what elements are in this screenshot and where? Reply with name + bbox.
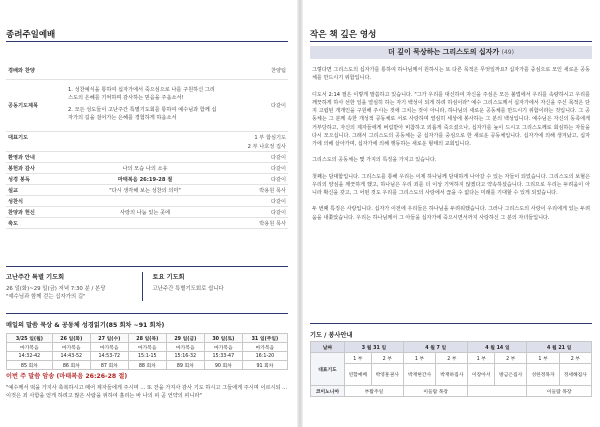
table-cell <box>468 386 527 397</box>
table-cell: 마가복음 <box>204 343 242 352</box>
table-cell: 16:1-20 <box>242 352 287 361</box>
table-row <box>311 342 592 353</box>
table-row <box>311 353 592 364</box>
table-cell: 14:43-52 <box>52 352 90 361</box>
table-cell: 이장아서 <box>468 364 495 386</box>
table-cell: 29 일(금) <box>166 334 204 343</box>
table-cell: 날짜 <box>311 342 345 353</box>
article-body <box>312 66 590 230</box>
table-cell: 2 부 <box>371 353 403 364</box>
worship-leader: 다같이 <box>270 103 286 109</box>
worship-row <box>6 132 288 142</box>
article-paragraph: 디도서 2:14 절은 이렇게 말씀하고 있습니다. "그가 우리를 대신하여 자신을 주심은 모든 불법에서 우리를 속량하시고 우리를 깨끗하게 하사 선한 일을 열심히 하는 자기 백성이 되게 하려 하심이라" 예수 그리스도께서 십자가에서 자신을 주신 목적은 단지 고립된 개개인을 구원해 주시는 것에 그치는 것이 아니라, 하나님의 새로운 공동체를 만드시기 위함이라는 것입니다. 그 공동체는 그 분께 속한 개성적 공동체로 서로 사랑하며 열심히 세상에 봉사하는 그 분의 백성입니다. 예수님은 자신의 동족에게 거부당하고, 자신의 제자들에게 버림받아 비참하고 외롭게 죽으셨으나, 십자가를 높이 드시고 그리스도께로 회심하는 자들을 다시 모으십니다. 그래서 그리스도의 공동체는 곧 십자가를 중심으로 한 새로운 공동체입니다. 십자가에 의해 생겨났고, 십자가에 의해 살아가며, 십자가에 의해 행동하는 새로운 형태의 교회입니다. <box>312 91 590 147</box>
notice-text: "예수님과 함께 걷는 십자가의 길" <box>6 294 86 300</box>
table-cell: 2 부 <box>559 353 591 364</box>
article-title-bar <box>310 46 592 59</box>
article-paragraph: 그리스도의 공동체는 몇 가지의 특징을 가지고 있습니다. <box>312 157 437 164</box>
table-cell: 방금은집사 <box>495 364 527 386</box>
table-cell: 1 부 <box>527 353 559 364</box>
table-cell: 90 회차 <box>204 361 242 370</box>
table-cell: 마가복음 <box>52 343 90 352</box>
worship-row <box>6 62 288 80</box>
worship-label: 경배와 찬양 <box>8 68 35 74</box>
memory-verse-text: "예수께서 떡을 가지사 축복하시고 떼어 제자들에게 주시며 … 또 잔을 가지사 감사 기도 하시고 그들에게 주시며 이르시되 … 이것은 죄 사함을 얻게 하려고 많은 사람을 위하여 흘리는 바 나의 피 곧 언약의 피니라" <box>6 385 288 400</box>
worship-label: 설교 <box>8 187 19 194</box>
worship-row <box>6 207 288 218</box>
notice-heading: 토요 기도회 <box>152 274 185 281</box>
worship-label: 봉헌과 감사 <box>8 165 35 172</box>
article-paragraph: 두 번째 특징은 사랑입니다. 십자가 이전에 우리들은 하나님을 두려워했습니다. 그러나 그리스도의 사랑이 우리에게 있는 두려움을 내쫓았습니다. 우리는 하나님께서 그 아들을 십자가에 죽으시면서까지 사랑하신 그 분의 자녀들입니다. <box>312 206 590 221</box>
table-cell: 30 일(토) <box>204 334 242 343</box>
column-title: 작은 책 깊은 영성 <box>310 30 377 40</box>
table-cell: 3 월 31 일 <box>345 342 404 353</box>
title-divider <box>310 41 592 42</box>
reading-plan-table <box>6 333 288 370</box>
table-row <box>7 361 288 370</box>
table-cell: 31 일(주일) <box>242 334 287 343</box>
worship-leader: 박용원 목사 <box>259 187 286 194</box>
table-cell: 이들람 목장 <box>527 386 592 397</box>
worship-label: 대표기도 <box>8 134 29 141</box>
table-cell: 14:32-42 <box>7 352 53 361</box>
worship-row <box>6 142 288 152</box>
table-row <box>311 364 592 386</box>
title-divider <box>6 41 288 42</box>
table-cell: 88 회차 <box>128 361 166 370</box>
reading-plan-title: 매일의 말씀 묵상 & 공동체 성경읽기(85 회차 ~91 회차) <box>6 322 165 329</box>
table-cell: 91 회차 <box>242 361 287 370</box>
table-cell: 27 일(수) <box>90 334 128 343</box>
page-title: 종려주일예배 <box>6 30 56 40</box>
worship-label: 환영과 안내 <box>8 154 35 161</box>
prayer-text: 모든 성도들이 고난주간 특별기도회를 통하여 예수님과 함께 십자가의 길을 걸어가는 은혜를 경험하게 하옵소서 <box>68 106 217 121</box>
article-paragraph: 그렇다면 그리스도의 십자가를 통하여 하나님께서 원하시는 또 다른 목적은 무엇일까요? 십자가를 중심으로 모인 새로운 공동체를 만드시기 위함입니다. <box>312 67 590 82</box>
table-row <box>7 334 288 343</box>
table-cell: 성한정목자 <box>527 364 559 386</box>
section-divider <box>6 313 288 314</box>
prayer-number: 1. <box>68 86 73 93</box>
worship-label: 찬양과 헌신 <box>8 209 35 216</box>
worship-leader: 다같이 <box>270 176 286 183</box>
article-paragraph: 첫째는 담대함입니다. 그리스도를 통해 우리는 이제 하나님께 담대하게 나아갈 수 있는 자들이 되었습니다. 그리스도의 보혈은 우리의 양심을 깨끗하게 했고, 하나님은 우리 죄를 더 이상 기억하지 않겠다고 약속하셨습니다. 그리므로 우리는 두려움이 아니라 확신을 갖고, 그 어떤 것도 우리를 그리스도의 사랑에서 끊을 수 없다는 미래를 기대할 수 있게 되었습니다. <box>312 173 590 196</box>
table-cell: 28 일(목) <box>128 334 166 343</box>
worship-leader: 다같이 <box>270 154 286 161</box>
prayer-number: 2. <box>68 106 73 113</box>
table-cell: 마가복음 <box>128 343 166 352</box>
worship-leader: 다같이 <box>270 209 286 216</box>
worship-row <box>6 218 288 229</box>
table-row <box>7 352 288 361</box>
worship-leader: 1 부 합심기도 <box>254 134 286 141</box>
worship-leader: 찬양팀 <box>270 68 286 74</box>
table-cell: 2 부 <box>436 353 468 364</box>
table-cell: 4 월 21 일 <box>527 342 592 353</box>
table-cell: 15:16-32 <box>166 352 204 361</box>
worship-row <box>6 152 288 163</box>
table-cell: 3/25 일(월) <box>7 334 53 343</box>
table-cell: 2 부 <box>495 353 527 364</box>
worship-leader: 박용원 목사 <box>259 220 286 227</box>
table-row <box>7 343 288 352</box>
table-cell: 1 부 <box>403 353 435 364</box>
table-cell: 4 월 7 일 <box>403 342 468 353</box>
table-cell: 대표기도 <box>311 353 345 386</box>
notice-passion-week <box>6 272 142 301</box>
page-gutter <box>297 0 303 427</box>
table-cell: 마가복음 <box>90 343 128 352</box>
table-cell: 코이노니아 <box>311 386 345 397</box>
table-cell: 87 회차 <box>90 361 128 370</box>
prayer-topic <box>66 106 218 122</box>
notice-text: 고난주간 특별기도회로 쉽니다 <box>152 286 224 292</box>
worship-content: "다시 생각해 보는 성찬의 의미" <box>109 187 181 194</box>
table-cell: 박재현간사 <box>403 364 435 386</box>
worship-leader: 다같이 <box>270 198 286 205</box>
notice-heading: 고난주간 특별 기도회 <box>6 274 65 281</box>
service-table <box>310 341 592 397</box>
worship-label: 공동기도제목 <box>8 103 39 109</box>
worship-label: 성경 봉독 <box>8 176 30 183</box>
table-cell: 86 회차 <box>52 361 90 370</box>
worship-leader: 다같이 <box>270 165 286 172</box>
table-cell: 14:53-72 <box>90 352 128 361</box>
worship-row <box>6 163 288 174</box>
table-cell: 1 부 <box>345 353 372 364</box>
worship-row <box>6 80 288 132</box>
section-divider <box>6 266 288 267</box>
worship-content: 마태복음 26:19-28 절 <box>117 176 173 183</box>
notices <box>6 272 288 301</box>
table-cell: 마가복음 <box>7 343 53 352</box>
table-cell: 마가복음 <box>166 343 204 352</box>
table-cell: 정세해집사 <box>559 364 591 386</box>
table-cell: 박재하집사 <box>436 364 468 386</box>
prayer-topic <box>66 86 218 102</box>
worship-label: 성찬식 <box>8 198 24 205</box>
worship-row <box>6 174 288 185</box>
table-cell: 89 회차 <box>166 361 204 370</box>
table-cell: 박영훈권사 <box>371 364 403 386</box>
table-cell: 15:1-15 <box>128 352 166 361</box>
order-of-worship <box>6 62 288 229</box>
worship-leader: 2 부 나호정 집사 <box>247 144 286 150</box>
worship-content: 나의 모습 나의 소유 <box>122 165 168 172</box>
table-cell: 4 월 14 일 <box>468 342 527 353</box>
table-row <box>311 386 592 397</box>
worship-row <box>6 185 288 196</box>
worship-content: 사랑의 나눔 있는 곳에 <box>119 209 171 216</box>
article-number: (49) <box>501 49 514 56</box>
memory-verse-heading: 이번 주 말씀 암송 (마태복음 26:26-28 절) <box>6 373 128 380</box>
prayer-text: 성찬예식을 통하여 십자가에서 죽으심으로 나를 구원하신 그리스도의 은혜를 기억하며 감사하는 믿음을 주옵소서! <box>68 86 215 101</box>
notice-text: 26 일(화)~29 일(금) 저녁 7:30 분 / 본당 <box>6 286 106 292</box>
worship-label: 축도 <box>8 220 19 227</box>
notice-saturday-prayer <box>142 272 289 301</box>
prayer-topics <box>60 86 230 126</box>
table-cell: 이들람 목장 <box>403 386 468 397</box>
table-cell: 26 일(화) <box>52 334 90 343</box>
article-title: 더 깊이 묵상하는 그리스도의 십자가 <box>388 48 500 56</box>
table-cell: 85 회차 <box>7 361 53 370</box>
table-cell: 부활주일 <box>345 386 404 397</box>
table-cell: 15:33-47 <box>204 352 242 361</box>
section-divider <box>310 323 592 324</box>
table-cell: 마가복음 <box>242 343 287 352</box>
table-cell: 연합예배 <box>345 364 372 386</box>
table-cell: 1 부 <box>468 353 495 364</box>
worship-row <box>6 196 288 207</box>
service-title: 기도 / 봉사안내 <box>310 332 353 339</box>
